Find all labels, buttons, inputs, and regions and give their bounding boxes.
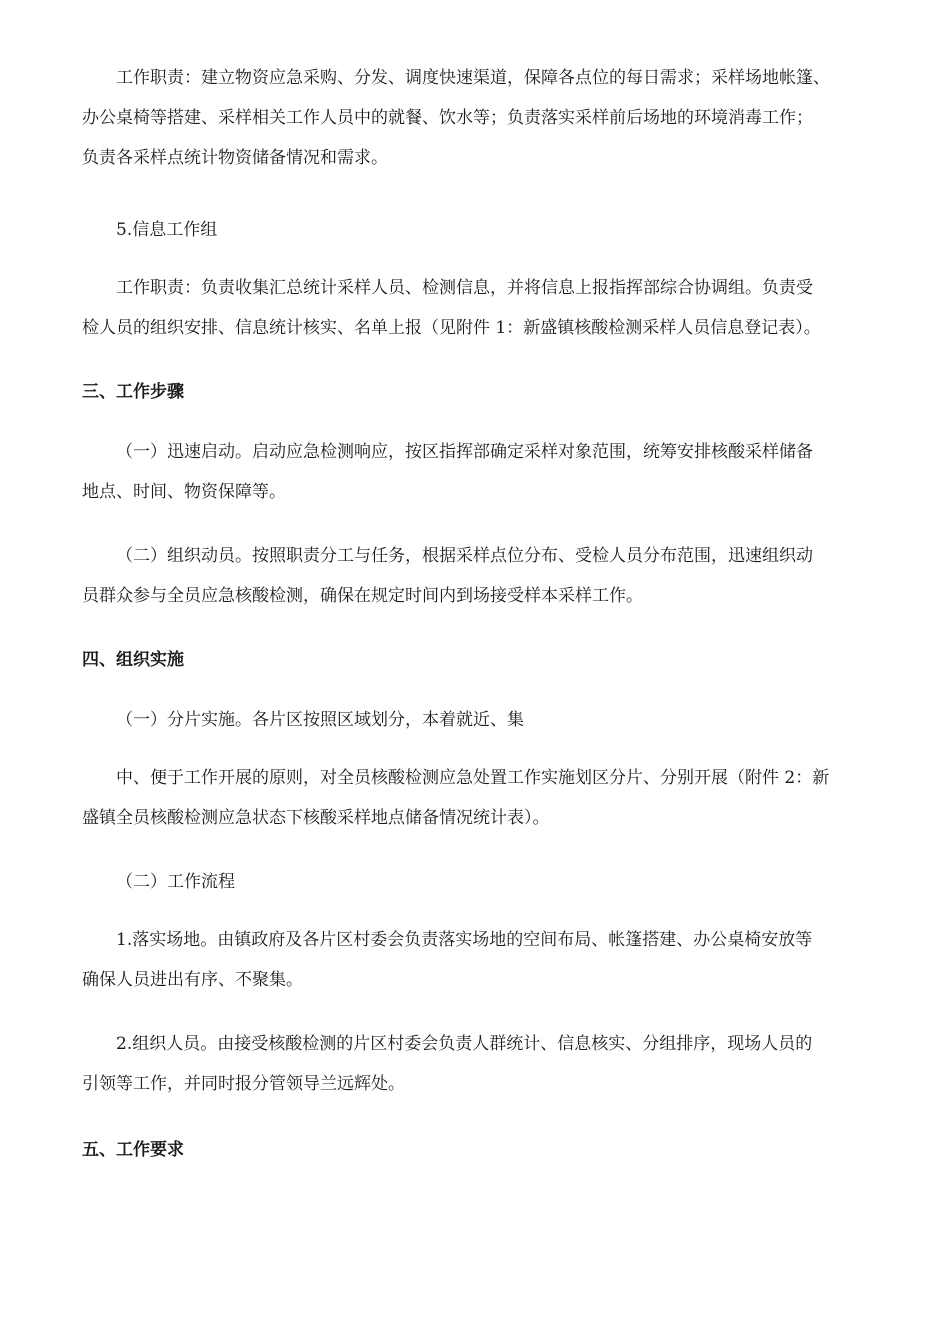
implementation-2-title: （二）工作流程 (116, 872, 235, 892)
step-1-paragraph (82, 432, 872, 512)
text-line: （二）组织动员。按照职责分工与任务，根据采样点位分布、受检人员分布范围，迅速组织动 (116, 546, 813, 566)
text-line: 引领等工作，并同时报分管领导兰远辉处。 (82, 1074, 405, 1094)
flow-2-paragraph (82, 1024, 872, 1104)
text-line: 员群众参与全员应急核酸检测，确保在规定时间内到场接受样本采样工作。 (82, 586, 643, 606)
section-4-heading: 四、组织实施 (82, 650, 184, 670)
text-line: 办公桌椅等搭建、采样相关工作人员中的就餐、饮水等；负责落实采样前后场地的环境消毒工作； (82, 108, 813, 128)
implementation-1-paragraph: （一）分片实施。各片区按照区域划分，本着就近、集 (116, 710, 524, 730)
section-5-heading: 五、工作要求 (82, 1140, 184, 1160)
text-line: 负责各采样点统计物资储备情况和需求。 (82, 148, 388, 168)
text-line: （一）迅速启动。启动应急检测响应，按区指挥部确定采样对象范围，统筹安排核酸采样储备 (116, 442, 813, 462)
text-line: 2.组织人员。由接受核酸检测的片区村委会负责人群统计、信息核实、分组排序，现场人员的 (116, 1034, 813, 1054)
text-line: 工作职责：建立物资应急采购、分发、调度快速渠道，保障各点位的每日需求；采样场地帐篷、 (116, 68, 830, 88)
section-3-heading: 三、工作步骤 (82, 382, 184, 402)
text-line: 1.落实场地。由镇政府及各片区村委会负责落实场地的空间布局、帐篷搭建、办公桌椅安放等 (116, 930, 813, 950)
step-2-paragraph (82, 536, 872, 616)
text-line: 检人员的组织安排、信息统计核实、名单上报（见附件 1：新盛镇核酸检测采样人员信息登记表）。 (82, 318, 821, 338)
implementation-1-continued (82, 758, 872, 838)
text-line: 地点、时间、物资保障等。 (82, 482, 286, 502)
text-line: 确保人员进出有序、不聚集。 (82, 970, 303, 990)
text-line: 工作职责：负责收集汇总统计采样人员、检测信息，并将信息上报指挥部综合协调组。负责受 (116, 278, 813, 298)
supply-duties-paragraph (82, 58, 872, 178)
info-duties-paragraph (82, 268, 872, 348)
text-line: 中、便于工作开展的原则，对全员核酸检测应急处置工作实施划区分片、分别开展（附件 2：新 (116, 768, 830, 788)
text-line: 盛镇全员核酸检测应急状态下核酸采样地点储备情况统计表）。 (82, 808, 550, 828)
info-group-title: 5.信息工作组 (116, 220, 218, 240)
flow-1-paragraph (82, 920, 872, 1000)
